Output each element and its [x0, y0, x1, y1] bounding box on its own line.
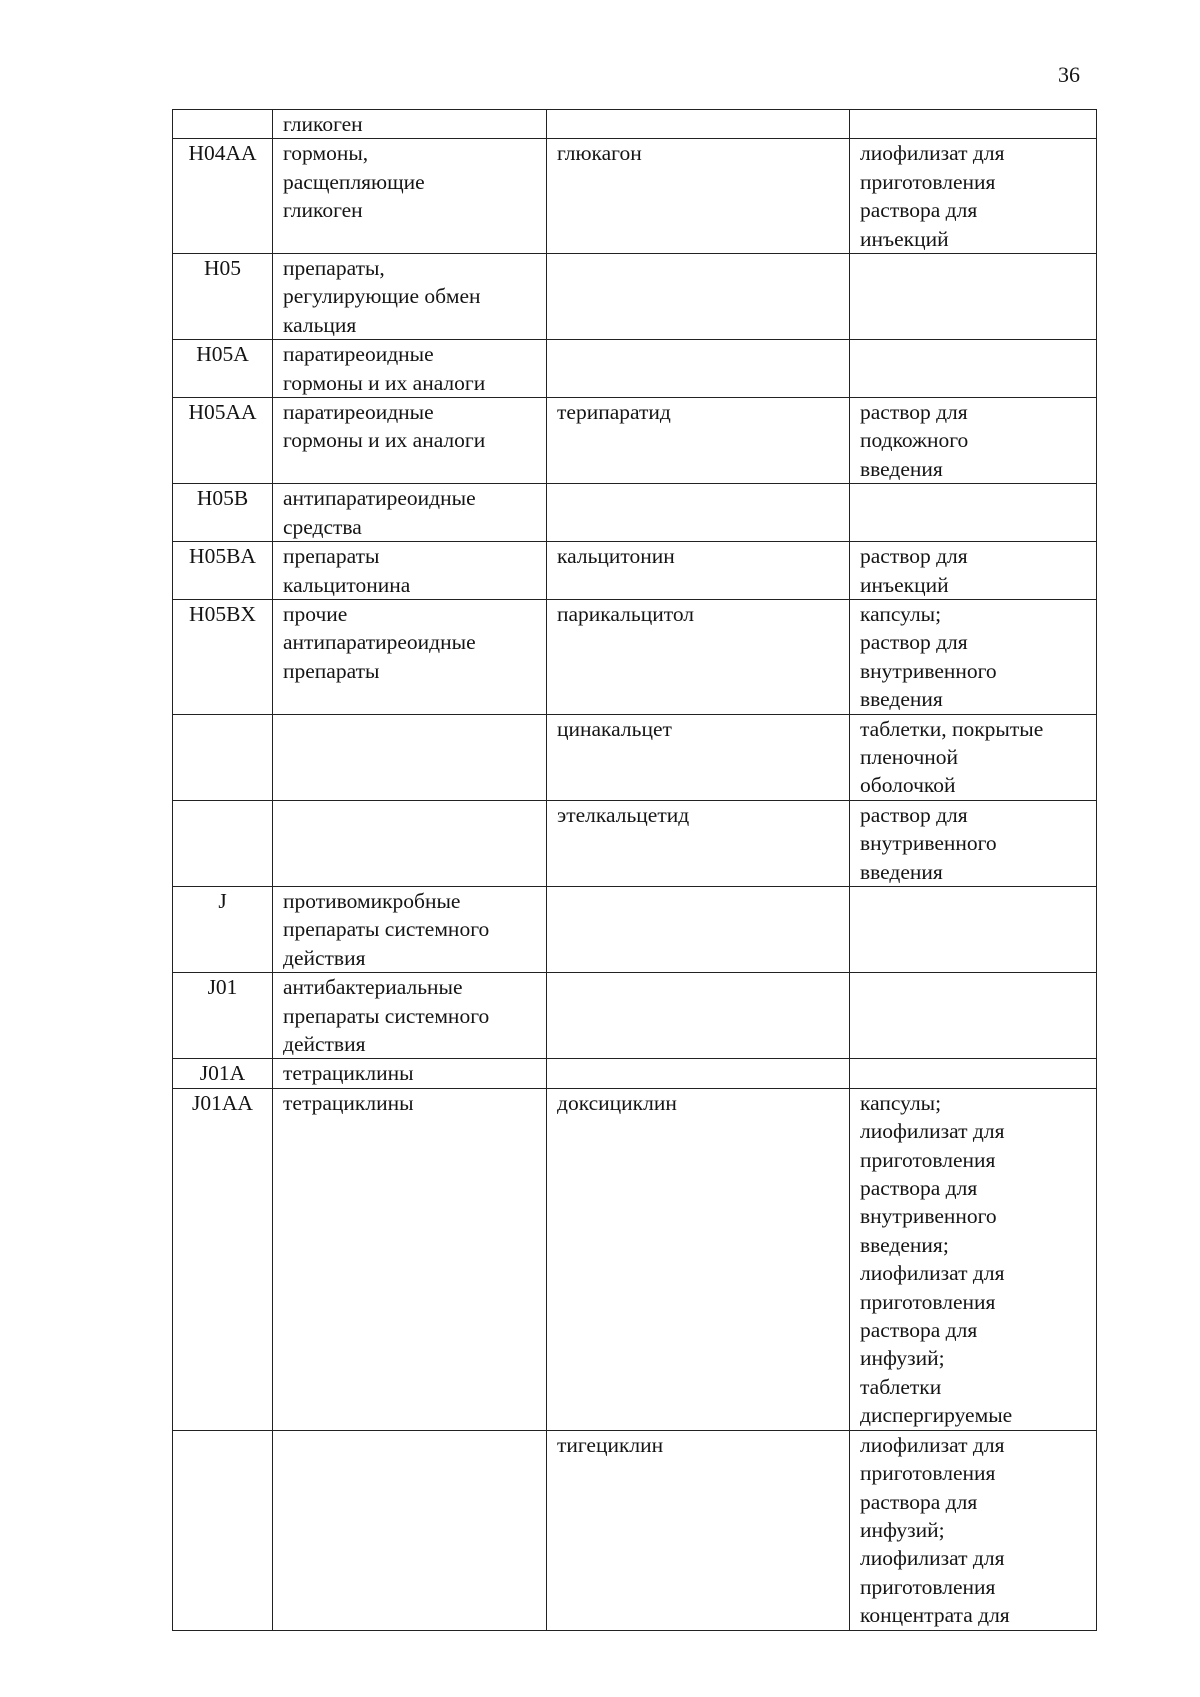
drug-name-cell — [547, 1059, 850, 1088]
dosage-form-cell: таблетки, покрытые пленочной оболочкой — [850, 714, 1097, 800]
atc-code-cell: J — [173, 886, 273, 972]
dosage-form-cell: лиофилизат для приготовления раствора для инъекций — [850, 139, 1097, 254]
drug-name-cell: цинакальцет — [547, 714, 850, 800]
anatomical-group-cell: препараты кальцитонина — [273, 542, 547, 600]
anatomical-group-cell: паратиреоидные гормоны и их аналоги — [273, 340, 547, 398]
atc-code-cell — [173, 1430, 273, 1630]
drug-name-cell — [547, 484, 850, 542]
drug-name-cell — [547, 340, 850, 398]
drug-name-cell — [547, 254, 850, 340]
drug-name-cell: парикальцитол — [547, 599, 850, 714]
table-row — [173, 484, 1097, 542]
dosage-form-cell — [850, 340, 1097, 398]
atc-code-cell: H05BA — [173, 542, 273, 600]
table-row — [173, 254, 1097, 340]
table-row — [173, 1059, 1097, 1088]
atc-code-cell: J01 — [173, 973, 273, 1059]
anatomical-group-cell: тетрациклины — [273, 1088, 547, 1430]
table-row — [173, 714, 1097, 800]
dosage-form-cell — [850, 886, 1097, 972]
drug-name-cell: глюкагон — [547, 139, 850, 254]
drug-name-cell — [547, 110, 850, 139]
atc-code-cell: H05A — [173, 340, 273, 398]
anatomical-group-cell: паратиреоидные гормоны и их аналоги — [273, 398, 547, 484]
anatomical-group-cell: прочие антипаратиреоидные препараты — [273, 599, 547, 714]
atc-code-cell: J01A — [173, 1059, 273, 1088]
dosage-form-cell: лиофилизат для приготовления раствора для инфузий; лиофилизат для приготовления концентрата для — [850, 1430, 1097, 1630]
dosage-form-cell — [850, 973, 1097, 1059]
drug-classification-table — [172, 109, 1097, 1631]
table-row — [173, 599, 1097, 714]
anatomical-group-cell: препараты, регулирующие обмен кальция — [273, 254, 547, 340]
dosage-form-cell: раствор для инъекций — [850, 542, 1097, 600]
atc-code-cell — [173, 800, 273, 886]
anatomical-group-cell — [273, 800, 547, 886]
dosage-form-cell: раствор для подкожного введения — [850, 398, 1097, 484]
dosage-form-cell — [850, 254, 1097, 340]
drug-name-cell — [547, 973, 850, 1059]
drug-name-cell — [547, 886, 850, 972]
atc-code-cell: H05BX — [173, 599, 273, 714]
table-row — [173, 398, 1097, 484]
dosage-form-cell: капсулы; лиофилизат для приготовления раствора для внутривенного введения; лиофилизат для приготовления раствора для инфузий; таблетки диспергируемые — [850, 1088, 1097, 1430]
dosage-form-cell: капсулы; раствор для внутривенного введения — [850, 599, 1097, 714]
atc-code-cell: J01AA — [173, 1088, 273, 1430]
drug-name-cell: терипаратид — [547, 398, 850, 484]
anatomical-group-cell: гормоны, расщепляющие гликоген — [273, 139, 547, 254]
table-row — [173, 340, 1097, 398]
drug-name-cell: тигециклин — [547, 1430, 850, 1630]
dosage-form-cell — [850, 484, 1097, 542]
atc-code-cell: H05 — [173, 254, 273, 340]
atc-code-cell — [173, 110, 273, 139]
anatomical-group-cell: антипаратиреоидные средства — [273, 484, 547, 542]
atc-code-cell — [173, 714, 273, 800]
atc-code-cell: H05B — [173, 484, 273, 542]
table-row — [173, 139, 1097, 254]
anatomical-group-cell: антибактериальные препараты системного действия — [273, 973, 547, 1059]
anatomical-group-cell — [273, 1430, 547, 1630]
anatomical-group-cell: гликоген — [273, 110, 547, 139]
drug-name-cell: доксициклин — [547, 1088, 850, 1430]
drug-name-cell: этелкальцетид — [547, 800, 850, 886]
anatomical-group-cell: противомикробные препараты системного действия — [273, 886, 547, 972]
table-row — [173, 1430, 1097, 1630]
anatomical-group-cell: тетрациклины — [273, 1059, 547, 1088]
dosage-form-cell — [850, 110, 1097, 139]
table-row — [173, 886, 1097, 972]
page-number: 36 — [1058, 62, 1080, 87]
dosage-form-cell: раствор для внутривенного введения — [850, 800, 1097, 886]
table-row — [173, 800, 1097, 886]
dosage-form-cell — [850, 1059, 1097, 1088]
table-row — [173, 973, 1097, 1059]
table-row — [173, 542, 1097, 600]
anatomical-group-cell — [273, 714, 547, 800]
table-row — [173, 1088, 1097, 1430]
atc-code-cell: H04AA — [173, 139, 273, 254]
table-row — [173, 110, 1097, 139]
drug-name-cell: кальцитонин — [547, 542, 850, 600]
atc-code-cell: H05AA — [173, 398, 273, 484]
